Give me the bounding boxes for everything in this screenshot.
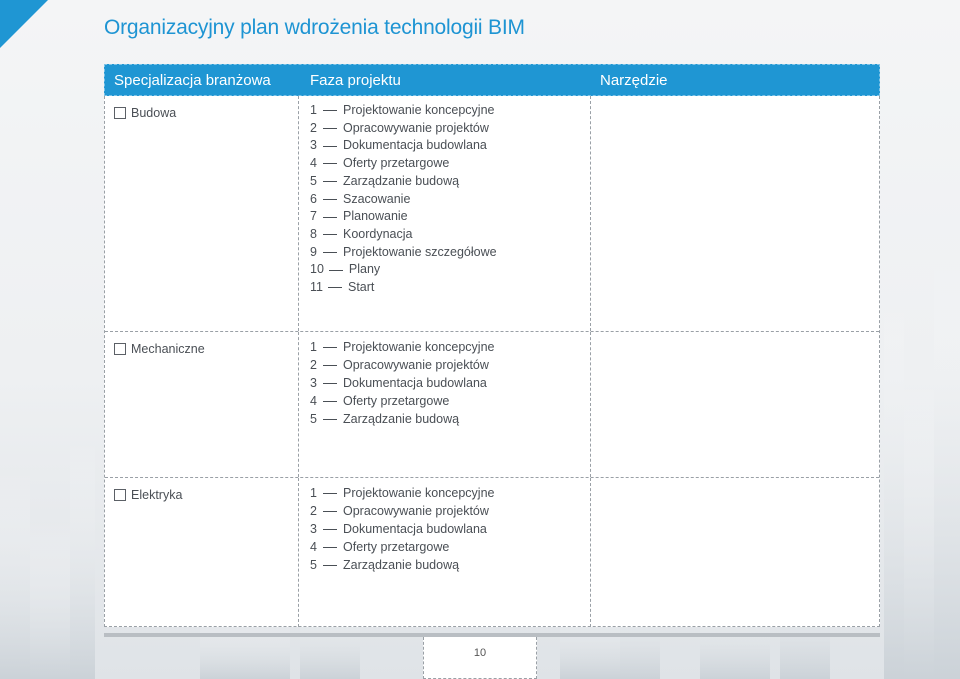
- tool-cell-mechaniczne[interactable]: [591, 332, 879, 477]
- tool-cell-elektryka[interactable]: [591, 478, 879, 627]
- phase-item: 7 Planowanie: [310, 209, 408, 224]
- phase-item: 3 Dokumentacja budowlana: [310, 522, 487, 536]
- phase-item: 5 Zarządzanie budową: [310, 173, 460, 188]
- phase-list-budowa: [310, 102, 497, 297]
- column-header-phase: Faza projektu: [310, 72, 401, 89]
- phase-item: 8 Koordynacja: [310, 226, 413, 241]
- table-body: [104, 96, 880, 627]
- tool-cell-budowa[interactable]: [591, 96, 879, 331]
- specialization-budowa: [114, 106, 176, 120]
- table-header: [104, 64, 880, 96]
- phase-item: 3 Dokumentacja budowlana: [310, 138, 487, 153]
- phase-item: 2 Opracowywanie projektów: [310, 504, 489, 518]
- phase-item: 1 Projektowanie koncepcyjne: [310, 486, 495, 500]
- table-row-mechaniczne: [105, 332, 879, 478]
- specialization-mechaniczne: [114, 342, 205, 356]
- specialization-label: Elektryka: [131, 488, 183, 502]
- specialization-label: Mechaniczne: [131, 342, 205, 356]
- phase-list-mechaniczne: [310, 338, 494, 428]
- column-header-specialization: Specjalizacja branżowa: [114, 72, 271, 89]
- page-number: 10: [473, 647, 487, 659]
- phase-item: 1 Projektowanie koncepcyjne: [310, 103, 495, 117]
- phase-item: 11 Start: [310, 280, 375, 295]
- checkbox-budowa[interactable]: [114, 107, 126, 119]
- phase-item: 2 Opracowywanie projektów: [310, 120, 489, 135]
- phase-list-elektryka: [310, 484, 494, 574]
- corner-accent: [0, 0, 48, 48]
- specialization-elektryka: [114, 488, 182, 502]
- phase-item: 1 Projektowanie koncepcyjne: [310, 340, 495, 354]
- checkbox-mechaniczne[interactable]: [114, 343, 126, 355]
- phase-item: 6 Szacowanie: [310, 191, 411, 206]
- phase-item: 9 Projektowanie szczegółowe: [310, 244, 497, 259]
- page-number-box: [423, 637, 537, 679]
- phase-item: 4 Oferty przetargowe: [310, 394, 450, 408]
- table-row-elektryka: [105, 478, 879, 627]
- column-header-tool: Narzędzie: [600, 72, 668, 89]
- phase-item: 4 Oferty przetargowe: [310, 540, 450, 554]
- specialization-label: Budowa: [131, 106, 177, 120]
- phase-item: 10 Plany: [310, 262, 381, 277]
- checkbox-elektryka[interactable]: [114, 489, 126, 501]
- page-title: Organizacyjny plan wdrożenia technologii BIM: [104, 16, 525, 39]
- phase-item: 5 Zarządzanie budową: [310, 412, 460, 426]
- phase-item: 3 Dokumentacja budowlana: [310, 376, 487, 390]
- phase-item: 4 Oferty przetargowe: [310, 156, 450, 171]
- table-row-budowa: [105, 96, 879, 332]
- phase-item: 5 Zarządzanie budową: [310, 558, 460, 572]
- phase-item: 2 Opracowywanie projektów: [310, 358, 489, 372]
